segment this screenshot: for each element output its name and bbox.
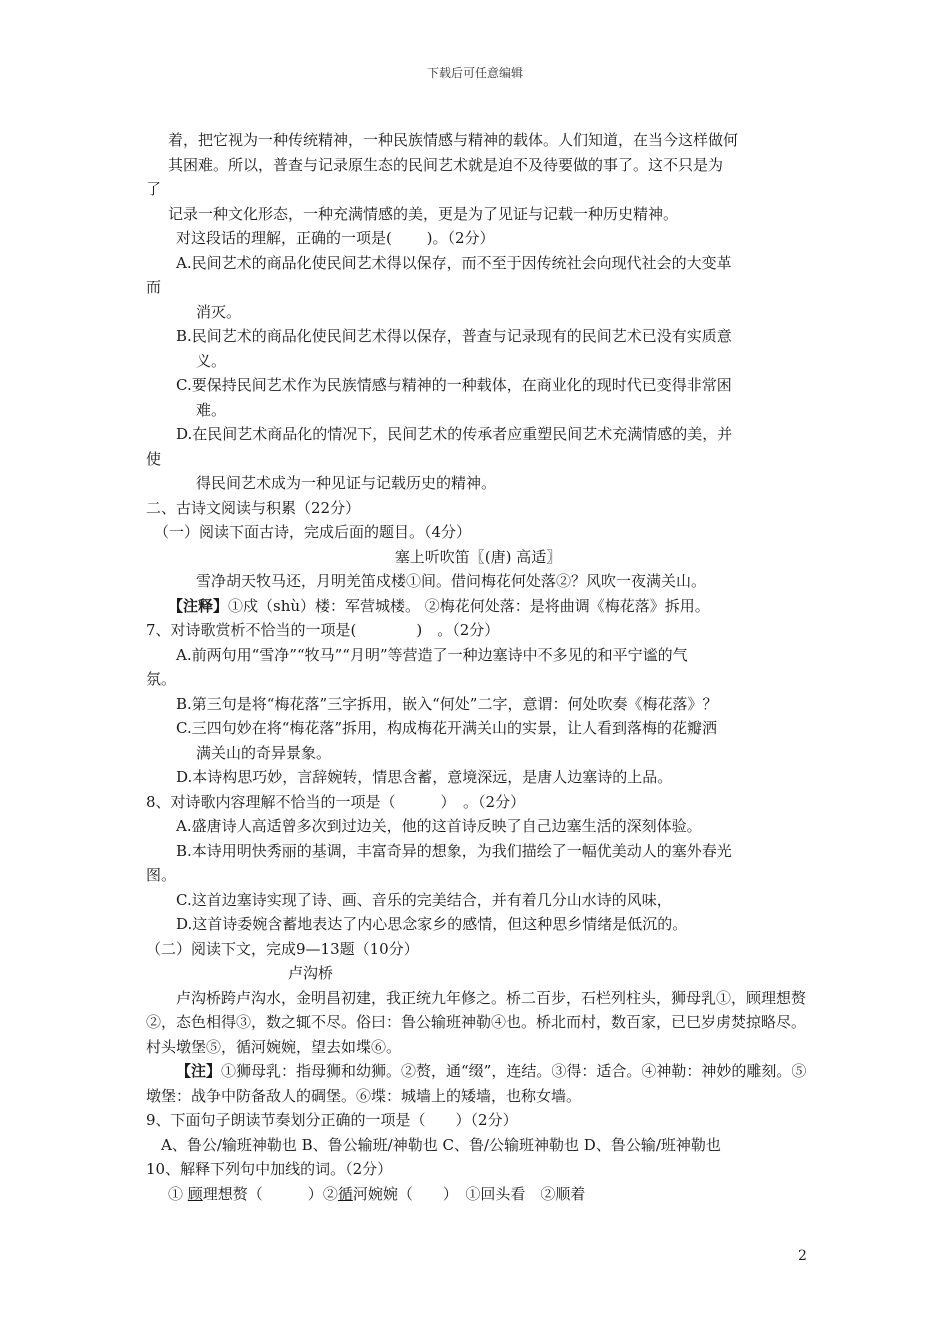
passage-notes xyxy=(146,1059,810,1108)
q7-option-d: D.本诗构思巧妙，言辞婉转，情思含蓄，意境深远，是唐人边塞诗的上品。 xyxy=(176,768,673,786)
q8-option-b: B.本诗用明快秀丽的基调，丰富奇异的想象，为我们描绘了一幅优美动人的塞外春光 xyxy=(176,841,732,860)
note-text: ①狮母乳：指母狮和幼狮。②赘，通“缀”，连结。③得：适合。④神勒：神妙的雕刻。⑤墩堡：战争中防备敌人的碉堡。⑥堞：城墙上的矮墙，也称女墙。 xyxy=(146,1062,807,1105)
q10-item-1-text: 理想赘（ ） xyxy=(202,1184,323,1203)
q6-option-d: D.在民间艺术商品化的情况下，民间艺术的传承者应重塑民间艺术充满情感的美，并 xyxy=(176,425,733,443)
q8-option-d: D.这首诗委婉含蓄地表达了内心思念家乡的感情，但这种思乡情绪是低沉的。 xyxy=(176,915,688,933)
q7-option-c: C.三四句妙在将“梅花落”拆用，构成梅花开满关山的实景，让人看到落梅的花瓣洒 xyxy=(176,719,718,737)
q10-underlined-word-2: 循 xyxy=(337,1184,353,1203)
section-2-sub1: （一）阅读下面古诗，完成后面的题目。（4分） xyxy=(154,523,472,541)
question-9-stem: 9、下面句子朗读节奏划分正确的一项是（ ）（2分） xyxy=(146,1111,518,1129)
q8-option-c: C.这首边塞诗实现了诗、画、音乐的完美结合，并有着几分山水诗的风味， xyxy=(176,890,672,909)
q8-option-a: A.盛唐诗人高适曾多次到过边关，他的这首诗反映了自己边塞生活的深刻体验。 xyxy=(176,817,702,835)
q6-option-c: C.要保持民间艺术作为民族情感与精神的一种载体，在商业化的现时代已变得非常困 xyxy=(176,376,732,394)
q10-item-2-number: ② xyxy=(322,1184,338,1203)
poem-notes xyxy=(146,594,810,619)
question-10-stem: 10、解释下列句中加线的词。（2分） xyxy=(146,1160,393,1178)
q7-option-a-cont: 氛。 xyxy=(146,670,177,688)
passage-title: 卢沟桥 xyxy=(288,964,334,982)
passage-line: 着，把它视为一种传统精神，一种民族情感与精神的载体。人们知道，在当今这样做何 xyxy=(168,131,739,149)
q10-items xyxy=(146,1182,810,1207)
q6-option-b: B.民间艺术的商品化使民间艺术得以保存，普查与记录现有的民间艺术已没有实质意 xyxy=(176,327,732,345)
poem-body: 雪净胡天牧马还，月明羌笛戍楼①间。借问梅花何处落②？风吹一夜满关山。 xyxy=(196,572,707,590)
q6-option-c-cont: 难。 xyxy=(196,400,227,419)
note-label: 【注释】 xyxy=(168,596,229,615)
q7-option-c-cont: 满关山的奇异景象。 xyxy=(196,743,332,762)
q6-option-a: A.民间艺术的商品化使民间艺术得以保存，而不至于因传统社会向现代社会的大变革 xyxy=(176,253,732,272)
document-body xyxy=(146,128,810,1206)
part-2-sub2: （二）阅读下文，完成9—13题（10分） xyxy=(146,939,419,958)
passage-line: 记录一种文化形态，一种充满情感的美，更是为了见证与记载一种历史精神。 xyxy=(168,204,679,223)
q6-option-d-cont: 使 xyxy=(146,449,162,468)
q6-option-b-cont: 义。 xyxy=(196,351,227,370)
q10-item-1-number: ① xyxy=(168,1184,188,1203)
q10-item-2-text: 河婉婉（ ） ①回头看 ②顺着 xyxy=(352,1184,586,1203)
q7-option-a: A.前两句用“雪净”“牧马”“月明”等营造了一种边塞诗中不多见的和平宁谧的气 xyxy=(176,645,688,664)
poem-title: 塞上听吹笛〖(唐) 高适〗 xyxy=(394,547,562,566)
question-7-stem: 7、对诗歌赏析不恰当的一项是( ) 。（2分） xyxy=(146,621,500,639)
note-text: ①戍（shù）楼：军营城楼。 ②梅花何处落：是将曲调《梅花落》拆用。 xyxy=(228,596,710,615)
q9-options: A、鲁公/输班神勒也 B、鲁公输班/神勒也 C、鲁/公输班神勒也 D、鲁公输/班神勒也 xyxy=(161,1135,721,1154)
passage-line: 其困难。所以，普查与记录原生态的民间艺术就是迫不及待要做的事了。这不只是为 xyxy=(168,155,724,174)
section-2-title: 二、古诗文阅读与积累（22分） xyxy=(146,498,361,517)
q8-option-b-cont: 图。 xyxy=(146,866,177,884)
q10-underlined-word-1: 顾 xyxy=(187,1184,203,1203)
passage-line: 了 xyxy=(146,180,162,198)
q6-option-a-cont: 而 xyxy=(146,278,162,296)
q6-option-d-cont: 得民间艺术成为一种见证与记载历史的精神。 xyxy=(196,474,497,492)
question-8-stem: 8、对诗歌内容理解不恰当的一项是（ ） 。（2分） xyxy=(146,792,526,811)
page-number: 2 xyxy=(798,1248,807,1264)
q6-option-a-cont: 消灭。 xyxy=(196,302,242,321)
passage-paragraph: 卢沟桥跨卢沟水，金明昌初建，我正统九年修之。桥二百步，石栏列柱头，狮母乳①，顾理想赘②，态色相得③，数之辄不尽。俗曰：鲁公输班神勒④也。桥北而村，数百家，已巳岁虏焚掠略尽。村头墩堡⑤，循河婉婉，望去如堞⑥。 xyxy=(146,988,807,1056)
q7-option-b: B.第三句是将“梅花落”三字拆用，嵌入“何处”二字，意谓：何处吹奏《梅花落》？ xyxy=(176,694,718,713)
page-header: 下载后可任意编辑 xyxy=(426,66,523,80)
question-6-stem: 对这段话的理解，正确的一项是( )。（2分） xyxy=(176,229,495,247)
note-label: 【注】 xyxy=(176,1062,222,1080)
